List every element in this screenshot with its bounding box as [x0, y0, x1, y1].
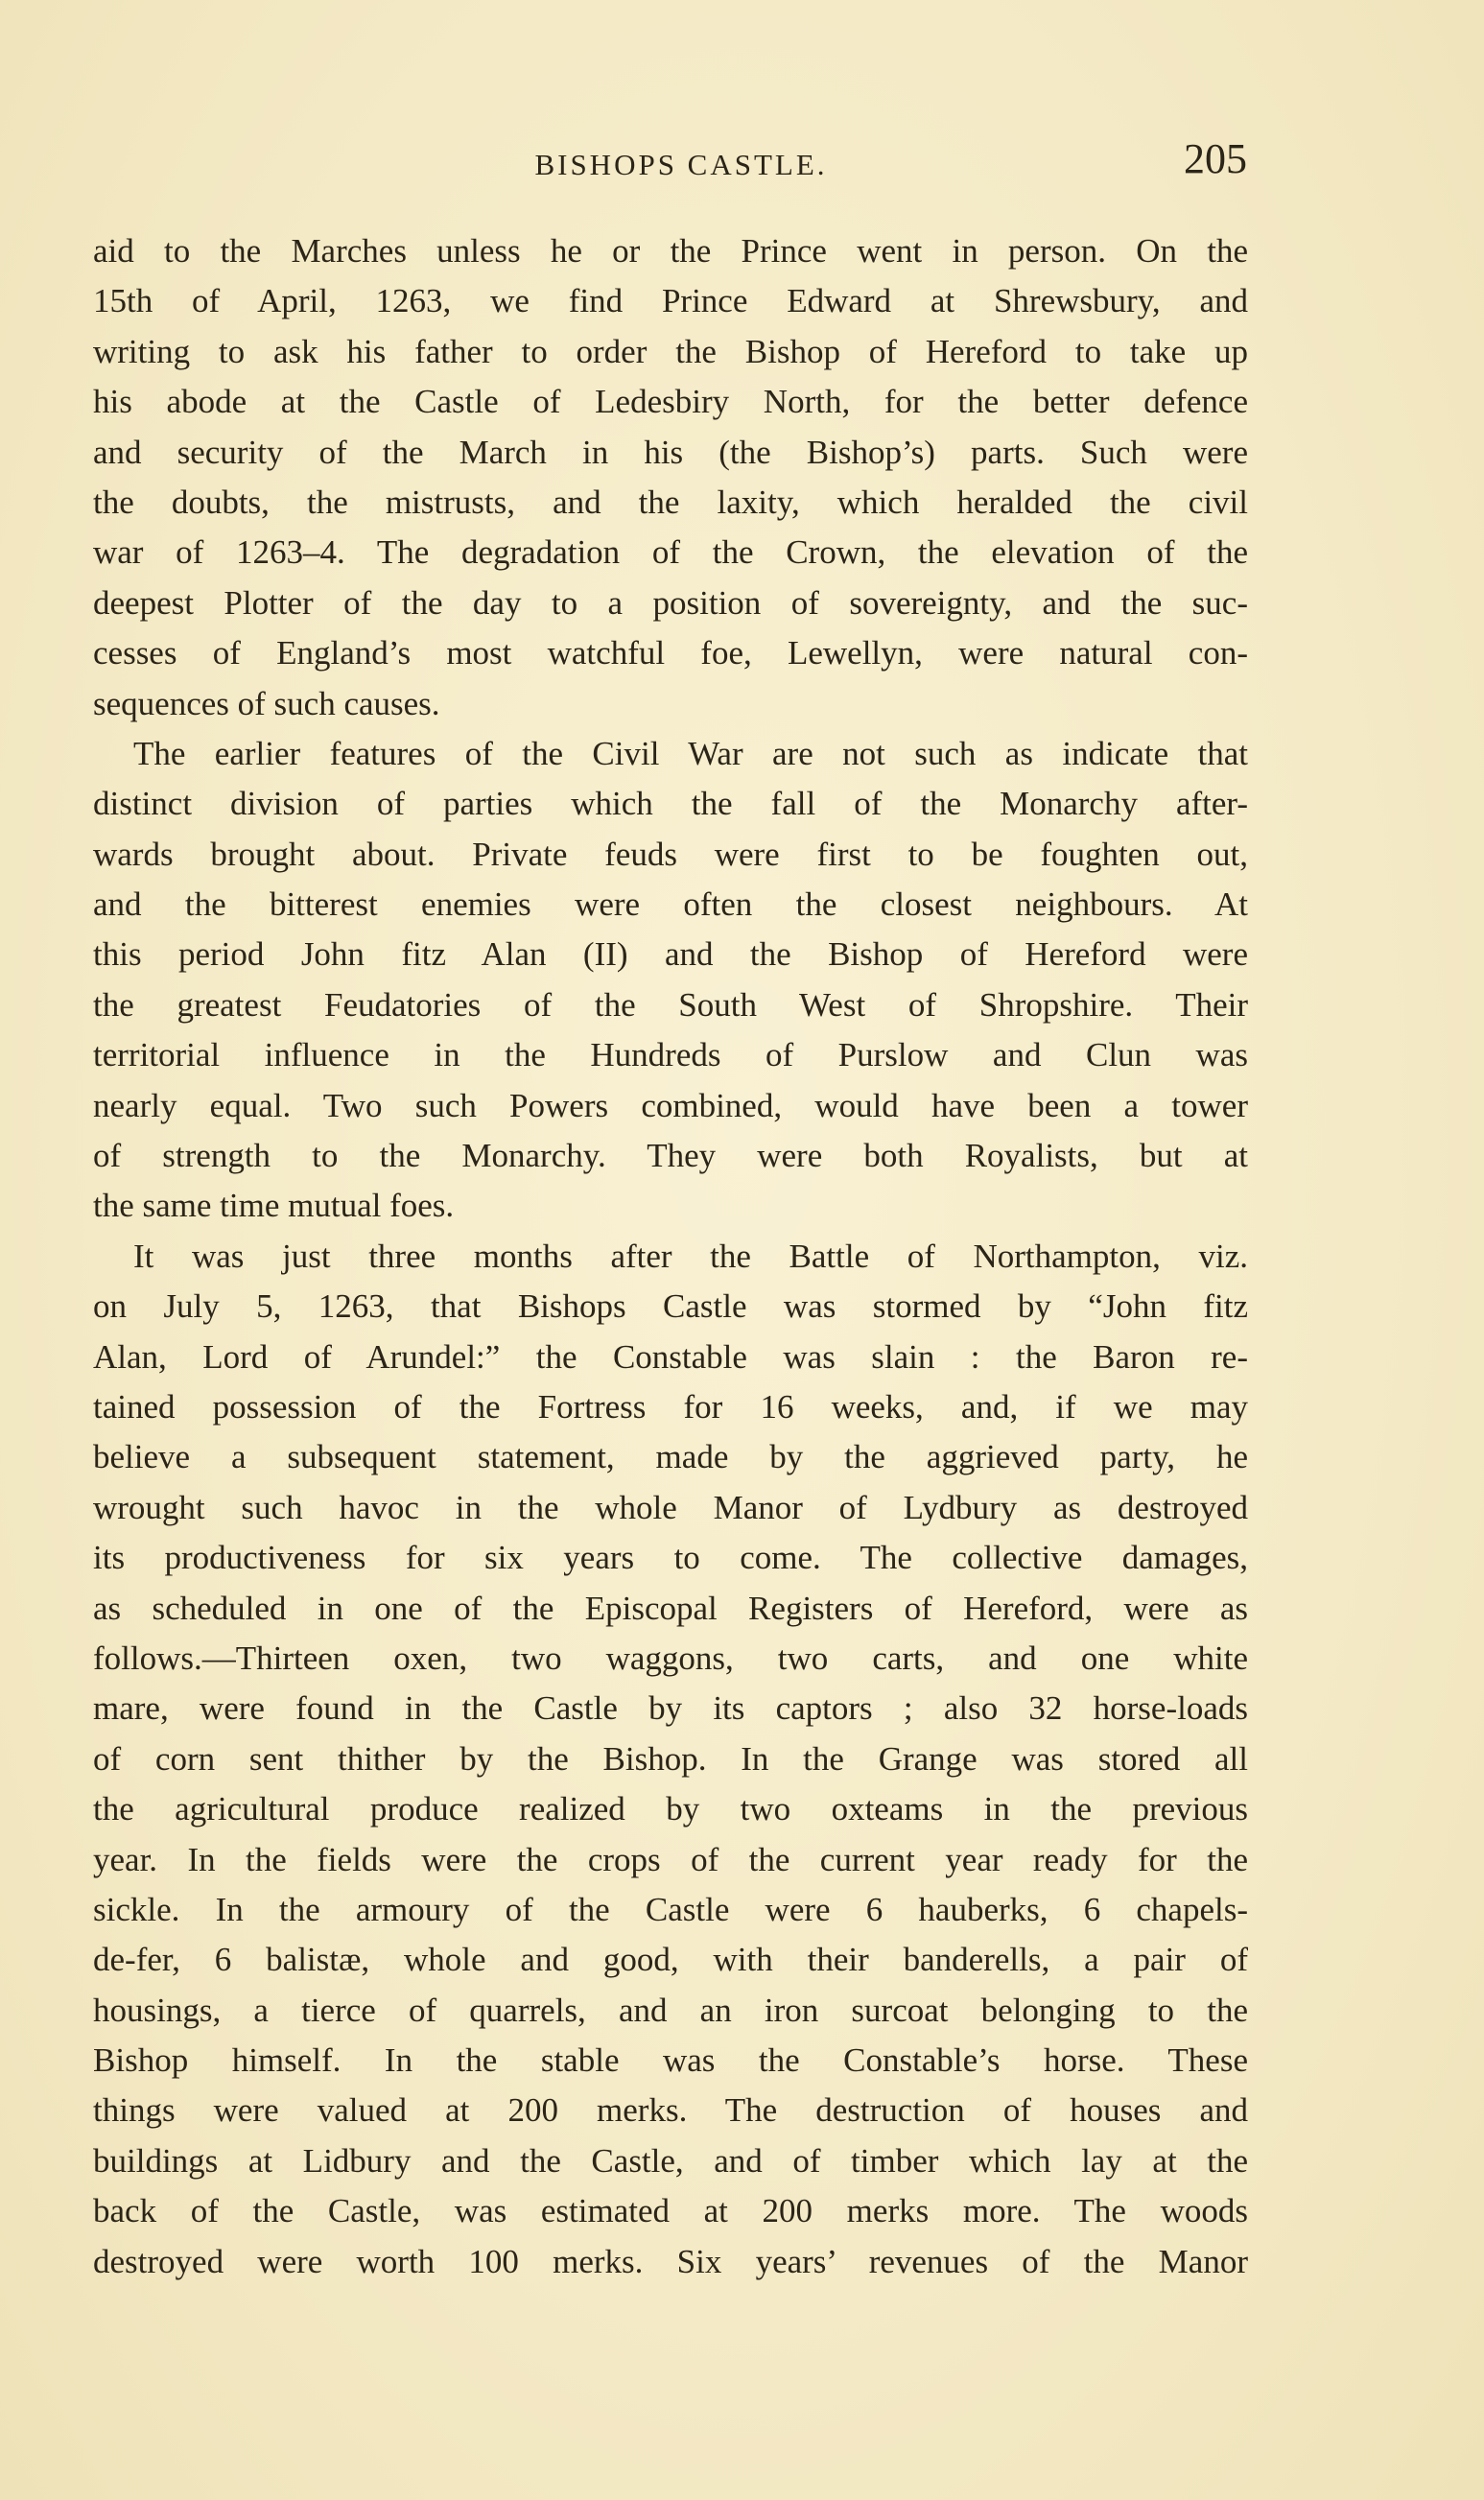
text-line: things were valued at 200 merks. The destruction of houses and	[93, 2091, 1248, 2130]
text-line: his abode at the Castle of Ledesbiry North, for the better defence	[93, 383, 1248, 421]
paragraph-first-line: The earlier features of the Civil War are not such as indicate that	[133, 734, 1248, 772]
text-line: housings, a tierce of quarrels, and an iron surcoat belonging to the	[93, 1991, 1248, 2029]
text-line: 15th of April, 1263, we find Prince Edward at Shrewsbury, and	[93, 282, 1248, 320]
body-text	[93, 226, 1248, 2287]
text-line: the same time mutual foes.	[93, 1187, 455, 1225]
text-line: distinct division of parties which the fall of the Monarchy after-	[93, 785, 1248, 823]
text-line: and the bitterest enemies were often the closest neighbours. At	[93, 885, 1248, 924]
text-line: Alan, Lord of Arundel:” the Constable was slain : the Baron re-	[93, 1337, 1248, 1376]
text-line: on July 5, 1263, that Bishops Castle was stormed by “John fitz	[93, 1287, 1248, 1326]
text-line: the greatest Feudatories of the South West of Shropshire. Their	[93, 985, 1248, 1024]
text-line: of corn sent thither by the Bishop. In the Grange was stored all	[93, 1739, 1248, 1778]
running-title: BISHOPS CASTLE.	[534, 148, 828, 181]
text-line: Bishop himself. In the stable was the Constable’s horse. These	[93, 2041, 1248, 2080]
text-line: believe a subsequent statement, made by the aggrieved party, he	[93, 1438, 1248, 1476]
text-line: sickle. In the armoury of the Castle were 6 hauberks, 6 chapels-	[93, 1890, 1248, 1928]
text-line: aid to the Marches unless he or the Prince went in person. On the	[93, 232, 1248, 270]
text-line: war of 1263–4. The degradation of the Crown, the elevation of the	[93, 533, 1248, 572]
text-line: back of the Castle, was estimated at 200 merks more. The woods	[93, 2192, 1248, 2230]
text-line: follows.—Thirteen oxen, two waggons, two carts, and one white	[93, 1639, 1248, 1677]
paragraph-first-line: It was just three months after the Battle of Northampton, viz.	[133, 1237, 1248, 1275]
text-line: buildings at Lidbury and the Castle, and of timber which lay at the	[93, 2141, 1248, 2180]
text-line: mare, were found in the Castle by its captors ; also 32 horse-loads	[93, 1689, 1248, 1728]
text-line: wrought such havoc in the whole Manor of Lydbury as destroyed	[93, 1488, 1248, 1526]
text-line: of strength to the Monarchy. They were both Royalists, but at	[93, 1137, 1248, 1175]
text-line: de-fer, 6 balistæ, whole and good, with their banderells, a pair of	[93, 1941, 1248, 1979]
text-line: the agricultural produce realized by two oxteams in the previous	[93, 1790, 1248, 1828]
text-line: the doubts, the mistrusts, and the laxity, which heralded the civil	[93, 483, 1248, 521]
text-line: year. In the fields were the crops of the current year ready for the	[93, 1840, 1248, 1878]
text-line: as scheduled in one of the Episcopal Registers of Hereford, were as	[93, 1589, 1248, 1627]
text-line: territorial influence in the Hundreds of Purslow and Clun was	[93, 1036, 1248, 1074]
text-line: destroyed were worth 100 merks. Six years’ revenues of the Manor	[93, 2242, 1248, 2280]
text-line: this period John fitz Alan (II) and the Bishop of Hereford were	[93, 935, 1248, 974]
text-line: nearly equal. Two such Powers combined, would have been a tower	[93, 1086, 1248, 1124]
running-head	[115, 134, 1247, 192]
text-line: writing to ask his father to order the Bishop of Hereford to take up	[93, 332, 1248, 370]
text-line: sequences of such causes.	[93, 684, 440, 722]
text-line: its productiveness for six years to come. The collective damages,	[93, 1539, 1248, 1577]
text-line: cesses of England’s most watchful foe, Lewellyn, were natural con-	[93, 634, 1248, 672]
page-number: 205	[1184, 135, 1247, 182]
text-line: and security of the March in his (the Bishop’s) parts. Such were	[93, 433, 1248, 471]
text-line: deepest Plotter of the day to a position of sovereignty, and the suc-	[93, 583, 1248, 622]
text-line: tained possession of the Fortress for 16 weeks, and, if we may	[93, 1387, 1248, 1426]
text-line: wards brought about. Private feuds were first to be foughten out,	[93, 835, 1248, 873]
